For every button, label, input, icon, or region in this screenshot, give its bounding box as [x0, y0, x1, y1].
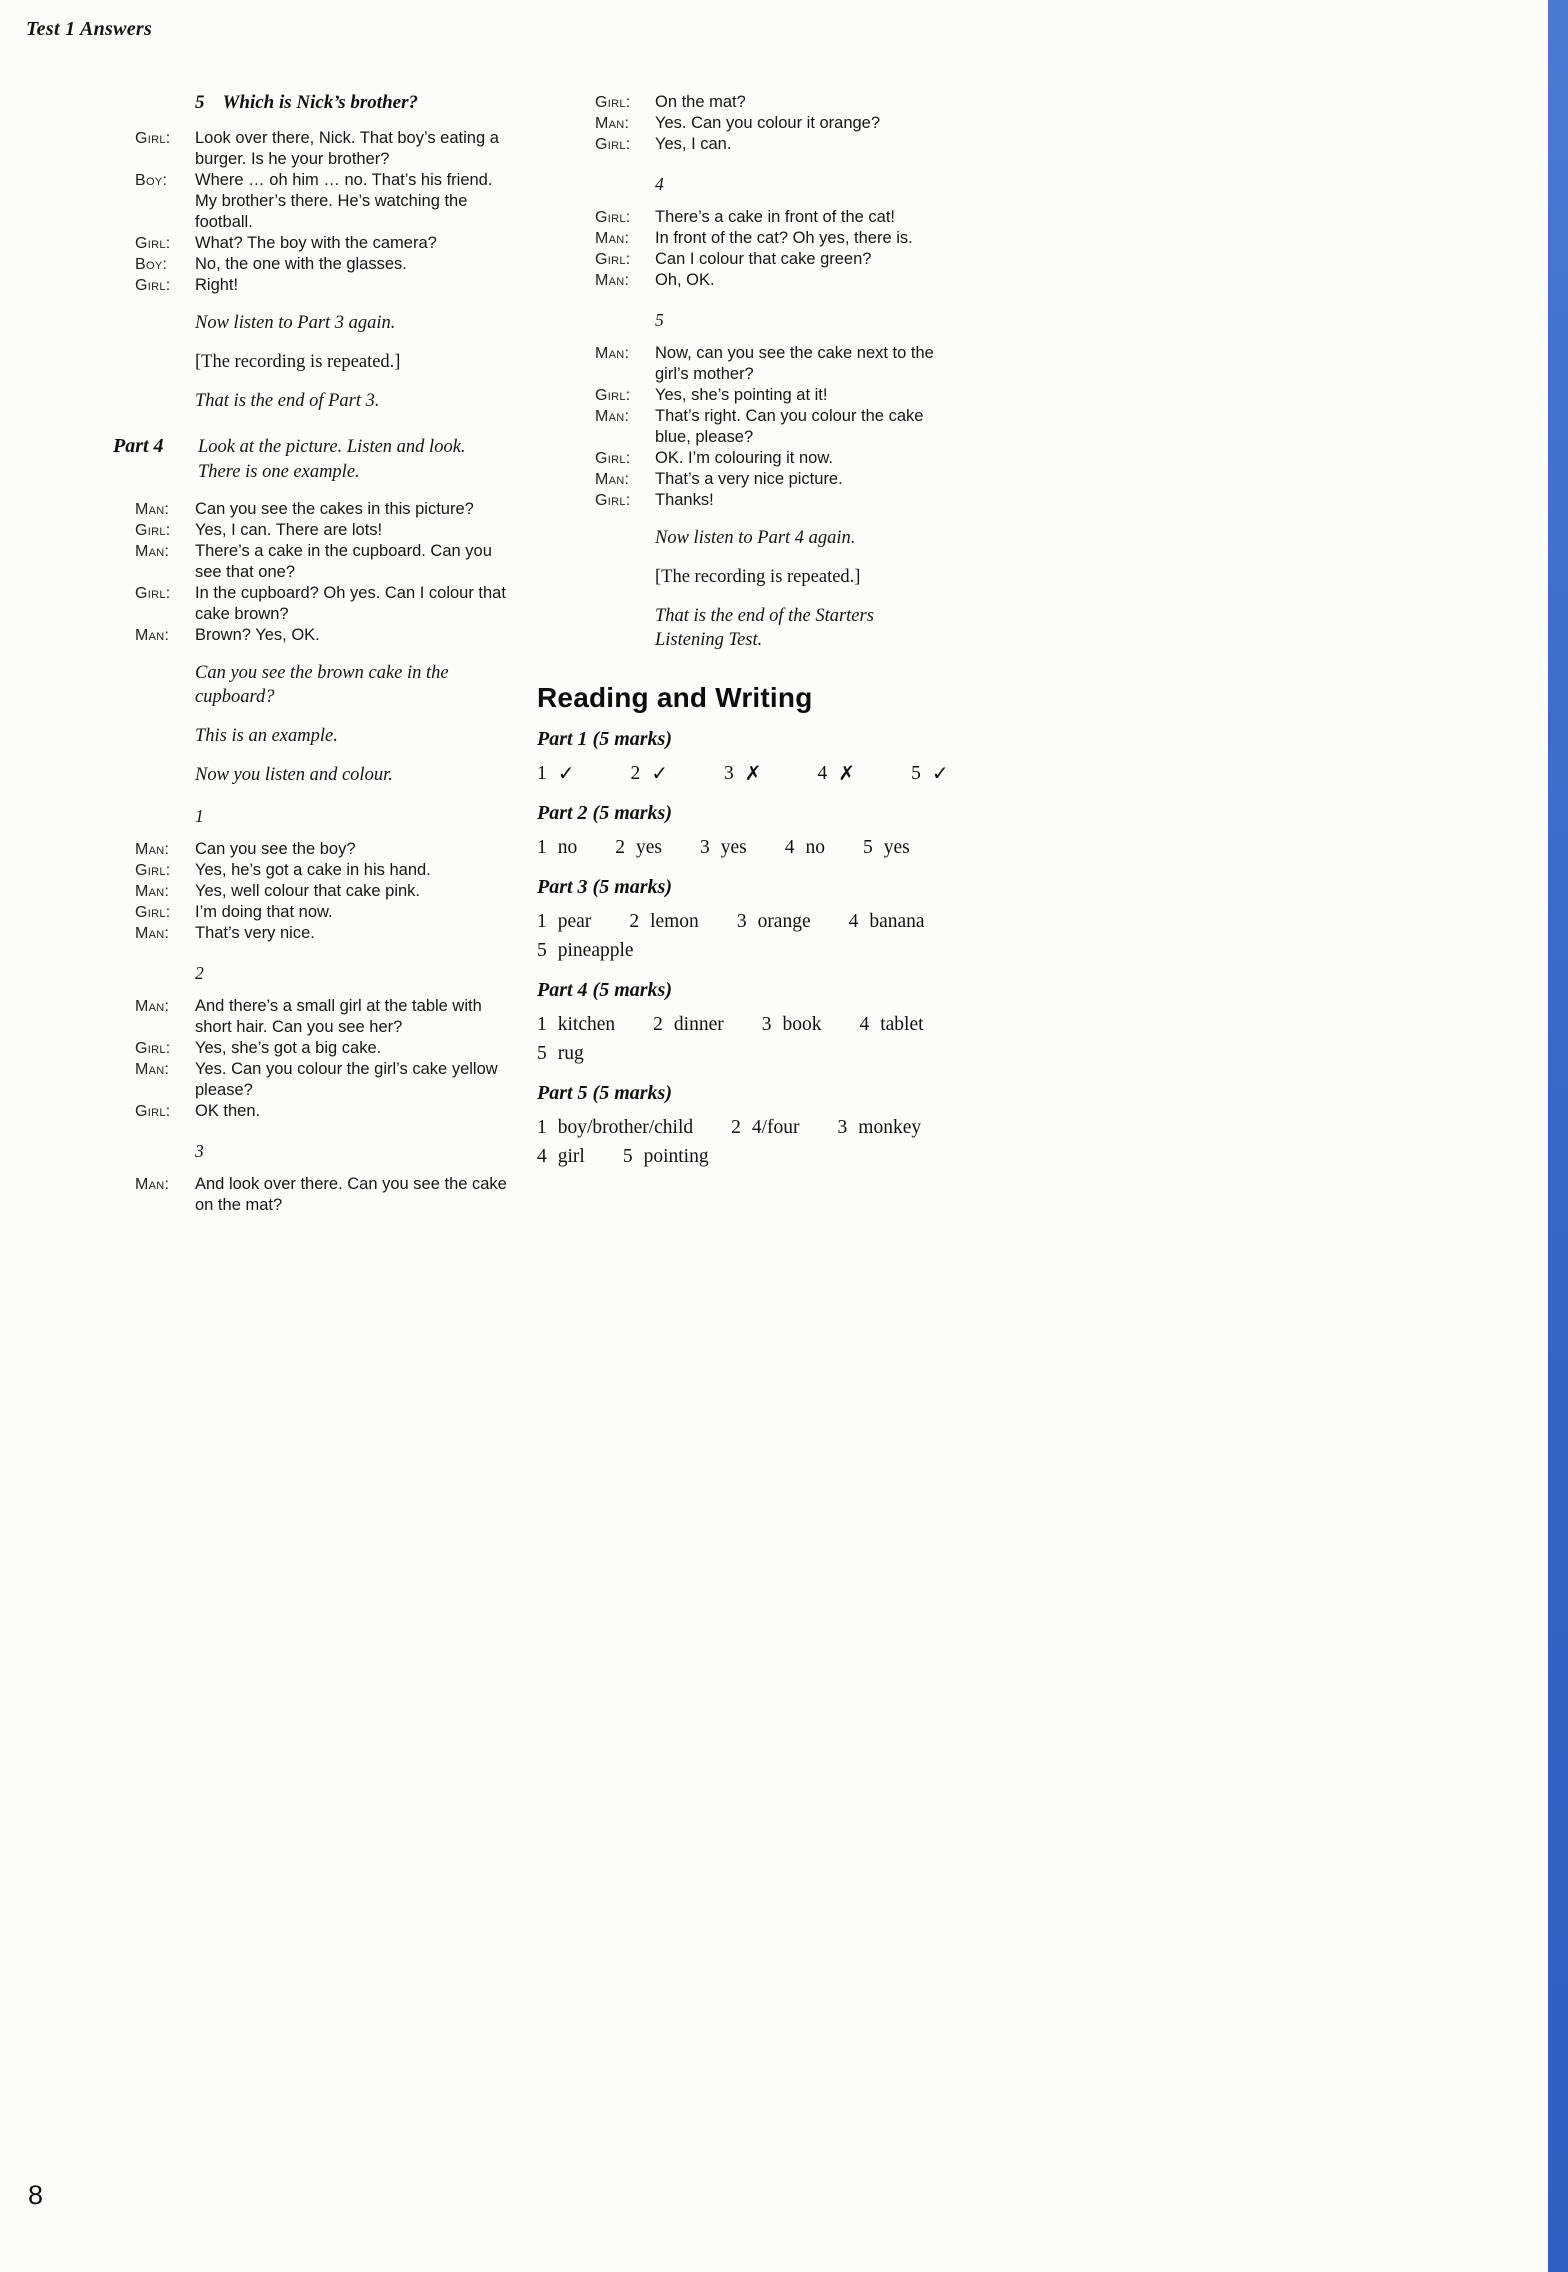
item-number: 4	[655, 174, 664, 194]
answers-block	[537, 1082, 969, 1171]
dialogue-line	[110, 1038, 542, 1059]
stage-direction: Now listen to Part 3 again.	[195, 313, 396, 333]
speaker-label: Girl:	[595, 251, 631, 268]
speaker-label: Girl:	[595, 492, 631, 509]
dialogue-line	[110, 254, 542, 275]
speaker-label: Girl:	[595, 450, 631, 467]
speaker-label: Man:	[595, 471, 630, 488]
dialogue-line	[110, 1174, 542, 1216]
dialogue-line	[110, 839, 542, 860]
dialogue-text: Right!	[195, 276, 239, 294]
dialogue-line	[537, 385, 969, 406]
answer-item	[911, 759, 949, 788]
answers-part-title: Part 3 (5 marks)	[537, 876, 672, 898]
speaker-label: Girl:	[135, 1103, 171, 1120]
dialogue-text: Yes, I can. There are lots!	[195, 521, 383, 539]
stage-direction: Can you see the brown cake in the cupboard?	[195, 663, 449, 707]
speaker-label: Boy:	[135, 256, 168, 273]
dialogue-line	[537, 406, 969, 448]
dialogue-block	[537, 92, 969, 155]
answer-number: 1	[537, 911, 547, 932]
item-number: 1	[195, 806, 204, 826]
answer-value: orange	[757, 911, 811, 932]
dialogue-text: Look over there, Nick. That boy’s eating a burger. Is he your brother?	[195, 129, 499, 168]
answer-item	[818, 759, 856, 788]
answer-number: 5	[537, 1043, 547, 1064]
answer-number: 5	[911, 763, 921, 784]
speaker-label: Girl:	[595, 387, 631, 404]
answer-item	[537, 936, 634, 965]
dialogue-text: On the mat?	[655, 93, 746, 111]
answer-value: pear	[557, 911, 592, 932]
answers-row	[537, 1039, 969, 1068]
answer-item	[731, 1113, 799, 1142]
dialogue-text: Yes, well colour that cake pink.	[195, 882, 421, 900]
right-column	[537, 92, 969, 1181]
dialogue-line	[537, 448, 969, 469]
dialogue-block	[537, 343, 969, 511]
speaker-label: Man:	[595, 230, 630, 247]
answer-item	[700, 833, 747, 862]
answers-row	[537, 759, 969, 788]
dialogue-line	[537, 92, 969, 113]
dialogue-text: Yes, she’s got a big cake.	[195, 1039, 382, 1057]
dialogue-line	[537, 490, 969, 511]
answers-part-title: Part 4 (5 marks)	[537, 979, 672, 1001]
answer-item	[537, 1142, 585, 1171]
speaker-label: Girl:	[595, 94, 631, 111]
answer-value: ✓	[651, 761, 669, 785]
dialogue-line	[110, 499, 542, 520]
answer-item	[537, 833, 577, 862]
dialogue-line	[110, 520, 542, 541]
answers-part-title: Part 2 (5 marks)	[537, 802, 672, 824]
dialogue-line	[537, 113, 969, 134]
answer-number: 3	[761, 1014, 772, 1035]
answer-item	[537, 1113, 693, 1142]
section-heading-number: 5	[195, 92, 205, 113]
dialogue-line	[110, 625, 542, 646]
dialogue-text: What? The boy with the camera?	[195, 234, 437, 252]
answer-value: boy/brother/child	[557, 1117, 694, 1138]
page-number: 8	[28, 2180, 44, 2210]
answer-value: monkey	[858, 1117, 922, 1138]
dialogue-line	[110, 996, 542, 1038]
answers-block	[537, 876, 969, 965]
dialogue-line	[110, 923, 542, 944]
dialogue-line	[537, 207, 969, 228]
dialogue-text: That’s a very nice picture.	[655, 470, 843, 488]
speaker-label: Man:	[135, 841, 170, 858]
speaker-label: Girl:	[135, 522, 171, 539]
reading-writing-heading: Reading and Writing	[537, 682, 813, 713]
dialogue-block	[110, 996, 542, 1122]
answer-value: banana	[869, 911, 925, 932]
answer-item	[537, 1039, 584, 1068]
stage-direction: This is an example.	[195, 726, 338, 746]
answer-number: 4	[859, 1014, 870, 1035]
speaker-label: Man:	[595, 272, 630, 289]
dialogue-text: Oh, OK.	[655, 271, 715, 289]
answer-value: dinner	[673, 1014, 724, 1035]
stage-direction: Now listen to Part 4 again.	[655, 528, 856, 548]
answer-value: kitchen	[557, 1014, 616, 1035]
answer-item	[623, 1142, 709, 1171]
answer-value: pointing	[643, 1146, 709, 1167]
section-heading-text: Which is Nick’s brother?	[222, 92, 418, 113]
answer-item	[631, 759, 669, 788]
item-number: 2	[195, 963, 204, 983]
answer-value: yes	[636, 837, 662, 858]
answer-value: no	[805, 837, 825, 858]
dialogue-text: There’s a cake in front of the cat!	[655, 208, 895, 226]
answer-value: rug	[557, 1043, 584, 1064]
speaker-label: Girl:	[135, 130, 171, 147]
dialogue-line	[110, 233, 542, 254]
dialogue-text: Can you see the cakes in this picture?	[195, 500, 474, 518]
answer-item	[785, 833, 825, 862]
dialogue-text: Yes, he’s got a cake in his hand.	[195, 861, 431, 879]
dialogue-text: And there’s a small girl at the table with short hair. Can you see her?	[195, 997, 482, 1036]
item-number: 3	[195, 1141, 204, 1161]
answer-number: 5	[863, 837, 873, 858]
answer-value: 4/four	[751, 1117, 800, 1138]
stage-direction: Now you listen and colour.	[195, 765, 393, 785]
answer-value: ✗	[838, 761, 856, 785]
answer-item	[653, 1010, 724, 1039]
answer-number: 4	[817, 763, 828, 784]
dialogue-line	[110, 541, 542, 583]
dialogue-text: Brown? Yes, OK.	[195, 626, 320, 644]
dialogue-line	[110, 275, 542, 296]
answer-number: 4	[784, 837, 795, 858]
left-column	[110, 92, 542, 1228]
dialogue-line	[110, 128, 542, 170]
part-intro: Look at the picture. Listen and look. There is one example.	[198, 437, 466, 482]
speaker-label: Boy:	[135, 172, 168, 189]
answers-block	[537, 728, 969, 788]
dialogue-text: OK then.	[195, 1102, 261, 1120]
answer-number: 1	[537, 1014, 547, 1035]
answer-item	[737, 907, 811, 936]
stage-direction: That is the end of Part 3.	[195, 391, 380, 411]
speaker-label: Girl:	[135, 862, 171, 879]
answer-value: girl	[557, 1146, 585, 1167]
speaker-label: Man:	[595, 408, 630, 425]
dialogue-line	[537, 270, 969, 291]
dialogue-text: In the cupboard? Oh yes. Can I colour that cake brown?	[195, 584, 506, 623]
dialogue-text: Thanks!	[655, 491, 714, 509]
answers-row	[537, 1010, 969, 1039]
speaker-label: Man:	[135, 998, 170, 1015]
dialogue-line	[110, 881, 542, 902]
speaker-label: Girl:	[135, 1040, 171, 1057]
answer-item	[537, 907, 591, 936]
dialogue-text: Can you see the boy?	[195, 840, 356, 858]
answer-item	[762, 1010, 822, 1039]
answer-value: pineapple	[557, 940, 634, 961]
scan-edge-artifact	[1548, 0, 1568, 2272]
speaker-label: Man:	[595, 345, 630, 362]
answers-row	[537, 1113, 969, 1142]
answers-part-title: Part 5 (5 marks)	[537, 1082, 672, 1104]
dialogue-block	[110, 839, 542, 944]
speaker-label: Man:	[135, 925, 170, 942]
item-number: 5	[655, 310, 664, 330]
dialogue-line	[110, 583, 542, 625]
dialogue-line	[110, 170, 542, 233]
dialogue-text: There’s a cake in the cupboard. Can you see that one?	[195, 542, 492, 581]
answer-value: tablet	[880, 1014, 924, 1035]
section-heading	[195, 92, 542, 114]
answers-block	[537, 979, 969, 1068]
answer-item	[537, 1010, 615, 1039]
stage-direction: [The recording is repeated.]	[655, 567, 861, 587]
answer-item	[629, 907, 699, 936]
answer-number: 4	[848, 911, 859, 932]
answer-number: 2	[630, 763, 641, 784]
dialogue-block	[110, 499, 542, 646]
dialogue-block	[110, 1174, 542, 1216]
answers-part-title: Part 1 (5 marks)	[537, 728, 672, 750]
speaker-label: Man:	[135, 1061, 170, 1078]
answer-number: 1	[537, 837, 547, 858]
answer-item	[838, 1113, 922, 1142]
dialogue-text: Where … oh him … no. That’s his friend. My brother’s there. He’s watching the football.	[195, 171, 493, 231]
speaker-label: Girl:	[135, 585, 171, 602]
answers-row	[537, 1142, 969, 1171]
answer-item	[859, 1010, 923, 1039]
answer-number: 3	[724, 763, 734, 784]
answer-item	[537, 759, 575, 788]
answer-number: 3	[700, 837, 710, 858]
speaker-label: Man:	[135, 543, 170, 560]
speaker-label: Girl:	[595, 136, 631, 153]
part-label: Part 4	[113, 435, 164, 457]
answer-value: lemon	[650, 911, 699, 932]
part-section	[110, 435, 542, 485]
answer-item	[724, 759, 762, 788]
dialogue-line	[537, 134, 969, 155]
dialogue-line	[110, 1101, 542, 1122]
dialogue-line	[537, 343, 969, 385]
dialogue-text: Yes, I can.	[655, 135, 732, 153]
dialogue-text: Now, can you see the cake next to the girl’s mother?	[655, 344, 934, 383]
answer-value: book	[782, 1014, 822, 1035]
dialogue-line	[110, 1059, 542, 1101]
answer-number: 4	[537, 1146, 547, 1167]
answers-block	[537, 802, 969, 862]
answer-value: ✗	[744, 761, 762, 785]
dialogue-text: That’s right. Can you colour the cake blue, please?	[655, 407, 924, 446]
speaker-label: Girl:	[135, 904, 171, 921]
dialogue-text: Yes, she’s pointing at it!	[655, 386, 828, 404]
dialogue-line	[537, 469, 969, 490]
speaker-label: Man:	[135, 883, 170, 900]
dialogue-text: Yes. Can you colour it orange?	[655, 114, 881, 132]
answer-value: yes	[883, 837, 910, 858]
dialogue-text: Yes. Can you colour the girl’s cake yellow please?	[195, 1060, 498, 1099]
answer-number: 5	[537, 940, 547, 961]
answers-row	[537, 833, 969, 862]
dialogue-block	[537, 207, 969, 291]
answer-number: 2	[731, 1117, 741, 1138]
dialogue-text: That’s very nice.	[195, 924, 315, 942]
speaker-label: Girl:	[595, 209, 631, 226]
answer-number: 1	[537, 1117, 547, 1138]
answer-number: 2	[629, 911, 640, 932]
speaker-label: Man:	[135, 1176, 170, 1193]
dialogue-line	[537, 249, 969, 270]
answer-value: no	[557, 837, 578, 858]
answer-item	[863, 833, 910, 862]
answer-number: 1	[537, 763, 547, 784]
answer-value: ✓	[931, 761, 949, 785]
answer-number: 2	[653, 1014, 663, 1035]
answers-row	[537, 907, 969, 936]
dialogue-line	[537, 228, 969, 249]
dialogue-line	[110, 860, 542, 881]
dialogue-text: Can I colour that cake green?	[655, 250, 872, 268]
stage-direction: That is the end of the Starters Listening Test.	[655, 606, 874, 650]
answer-item	[615, 833, 662, 862]
speaker-label: Man:	[135, 627, 170, 644]
answer-value: yes	[720, 837, 747, 858]
speaker-label: Girl:	[135, 235, 171, 252]
speaker-label: Man:	[595, 115, 630, 132]
dialogue-text: In front of the cat? Oh yes, there is.	[655, 229, 913, 247]
answer-item	[849, 907, 925, 936]
dialogue-text: And look over there. Can you see the cake on the mat?	[195, 1175, 507, 1214]
answer-number: 3	[837, 1117, 848, 1138]
dialogue-text: I’m doing that now.	[195, 903, 333, 921]
answer-number: 3	[736, 911, 747, 932]
dialogue-line	[110, 902, 542, 923]
page-header: Test 1 Answers	[26, 18, 153, 40]
answers-row	[537, 936, 969, 965]
dialogue-block	[110, 128, 542, 296]
dialogue-text: No, the one with the glasses.	[195, 255, 407, 273]
speaker-label: Man:	[135, 501, 170, 518]
answer-number: 5	[622, 1146, 633, 1167]
dialogue-text: OK. I’m colouring it now.	[655, 449, 833, 467]
answer-value: ✓	[557, 761, 575, 785]
speaker-label: Girl:	[135, 277, 171, 294]
answer-number: 2	[615, 837, 625, 858]
stage-direction: [The recording is repeated.]	[195, 352, 401, 372]
